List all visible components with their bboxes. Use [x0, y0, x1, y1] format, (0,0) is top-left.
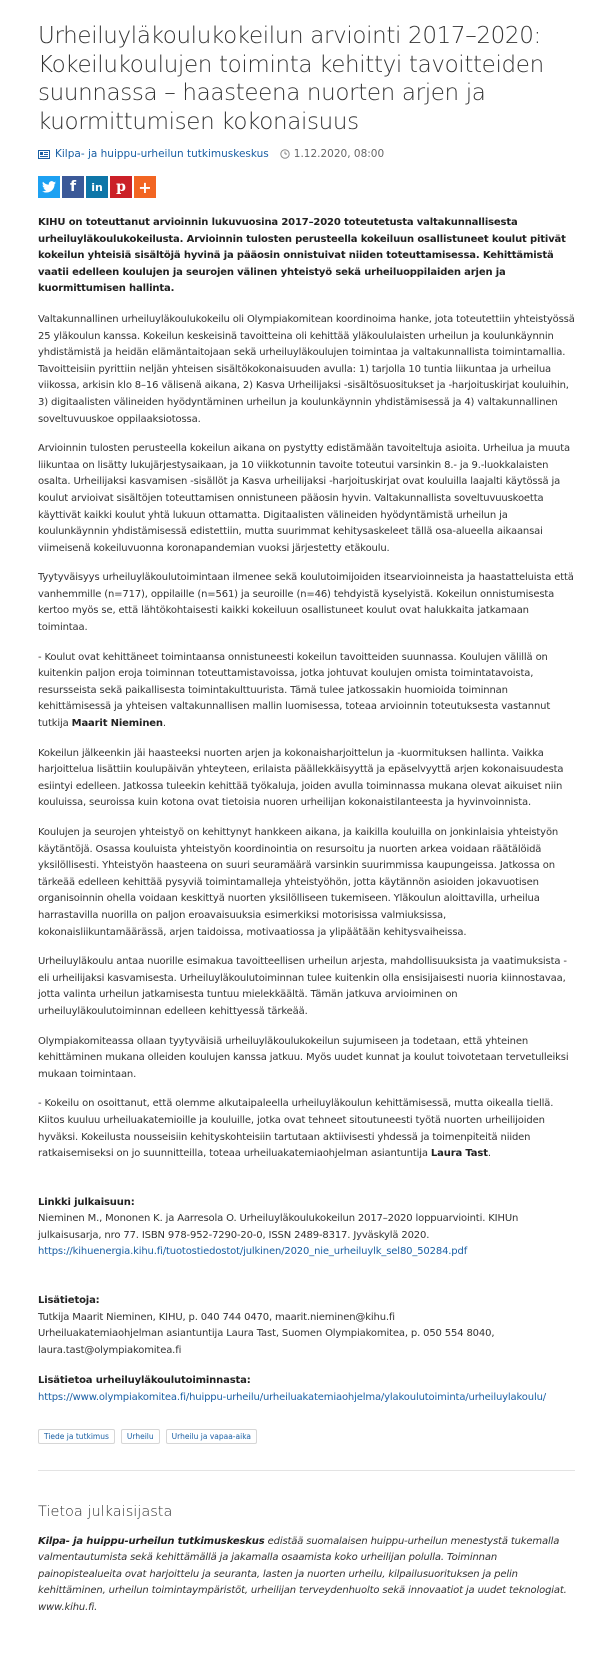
- quote-author: Maarit Nieminen: [71, 718, 163, 730]
- pinterest-icon: p: [116, 179, 126, 195]
- more-info-paragraph: [38, 1373, 575, 1406]
- publication-link[interactable]: https://kihuenergia.kihu.fi/tuotostiedostot/julkinen/2020_nie_urheiluylk_sel80_50284.pdf: [38, 1246, 468, 1258]
- body-paragraph-5: Kokeilun jälkeenkin jäi haasteeksi nuorten arjen ja kokonaisharjoittelun ja -kuormituksen hallinta. Vaikka harjoittelua lisättiin koulupäivän yhteyteen, erilaista päällekkäisyyttä ja epäselvyyttä arjen kokonaisuudesta esiintyi edelleen. Jatkossa tuleekin kehittää työkaluja, joiden avulla toiminnassa mukana olevat aikuiset niin kouluissa, seuroissa kuin kotona ovat tietoisia nuoren urheilijan kokonaistilanteesta ja hyvinvoinnista.: [38, 747, 564, 809]
- contact-line-1: Tutkija Maarit Nieminen, KIHU, p. 040 744 0470, maarit.nieminen@kihu.fi: [38, 1311, 395, 1323]
- linkedin-share-button[interactable]: [86, 176, 108, 198]
- publisher-link[interactable]: [38, 148, 269, 160]
- more-info-section: [38, 1373, 575, 1406]
- newspaper-icon: [38, 150, 50, 159]
- article-lead: KIHU on toteuttanut arvioinnin lukuvuosina 2017–2020 toteutetusta valtakunnallisesta urheiluyläkoulukokeilusta. Arvioinnin tulosten perusteella kokeiluun osallistuneet koulut pitivät kokeilun yhteisiä sisältöjä hyvinä ja pääosin onnistuivat niiden toteuttamisessa. Kehittämistä vaatii edelleen koulujen ja seurojen välinen yhteistyö sekä urheiluoppilaiden arjen ja kuormittumisen hallinta.: [38, 217, 566, 295]
- body-paragraph-1: Valtakunnallinen urheiluyläkoulukokeilu oli Olympiakomitean koordinoima hanke, jota toteutettiin yhteistyössä 25 yläkoulun kanssa. Kokeilun keskeisinä tavoitteina oli kehittää yläkoululaisten urheilun ja koulunkäynnin yhdistämistä ja heidän elämäntaitojaan sekä urheiluyläkoulujen toimintaa ja valtakunnallista toimintamallia. Tavoitteisiin pyrittiin neljän yhteisen sisältökokonaisuuden avulla: 1) tarjolla 10 tuntia liikuntaa ja urheilua viikossa, arkisin klo 8–16 välisenä aikana, 2) Kasva Urheilijaksi -sisältösuositukset ja -harjoituskirjat kouluihin, 3) digitaalisten välineiden hyödyntäminen urheilun ja koulunkäynnin yhdistämisessä ja 4) valtakunnallinen soveltuvuuskoe oppilaaksiotossa.: [38, 313, 575, 425]
- body-paragraph-9: [38, 1096, 575, 1162]
- contact-paragraph: [38, 1293, 575, 1359]
- about-org-name: Kilpa- ja huippu-urheilun tutkimuskeskus: [38, 1535, 265, 1547]
- publication-section: [38, 1195, 575, 1261]
- tag-list: [38, 1429, 575, 1444]
- more-info-link[interactable]: https://www.olympiakomitea.fi/huippu-urheilu/urheiluakatemiaohjelma/ylakoulutoiminta/urheiluylakoulu/: [38, 1392, 546, 1404]
- publish-date-text: 1.12.2020, 08:00: [293, 148, 385, 160]
- contact-label: Lisätietoja:: [38, 1295, 100, 1307]
- more-info-label: Lisätietoa urheiluyläkoulutoiminnasta:: [38, 1375, 251, 1387]
- body-paragraph-8: Olympiakomiteassa ollaan tyytyväisiä urheiluyläkoulukokeilun sujumiseen ja todetaan, että yhteinen kehittäminen mukana olleiden koulujen kanssa jatkuu. Myös uudet kunnat ja koulut toivotetaan tervetulleiksi mukaan toimintaan.: [38, 1035, 569, 1080]
- tag-tiede-ja-tutkimus[interactable]: Tiede ja tutkimus: [38, 1429, 115, 1444]
- body-paragraph-2: Arvioinnin tulosten perusteella kokeilun aikana on pystytty edistämään tavoiteltuja asioita. Urheilua ja muuta liikuntaa on lisätty lukujärjestysaikaan, ja 10 viikkotunnin tavoite toteutui varsinkin 8.- ja 9.-luokkalaisten osalta. Urheilijaksi kasvamisen -sisällöt ja Kasva urheilijaksi -harjoituskirjat ovat kouluilla laajalti käytössä ja koulut arvioivat sisältöjen toteuttamisen onnistuneen pääosin hyvin. Valtakunnallista soveltuvuuskoetta käyttivät kaikki koulut yhtä lukuun ottamatta. Digitaalisten välineiden hyödyntämistä urheilun ja koulunkäynnin yhdistämisessä edistettiin, mutta suurimmat kehitysaskeleet tällä osa-alueella aikaansai viimeisenä kokeiluvuonna koronapandemian vuoksi järjestetty etäkoulu.: [38, 443, 570, 554]
- facebook-icon: f: [69, 179, 77, 195]
- pinterest-share-button[interactable]: [110, 176, 132, 198]
- twitter-icon: [42, 181, 56, 193]
- clock-icon: [280, 149, 290, 159]
- about-heading: Tietoa julkaisijasta: [38, 1503, 173, 1520]
- quote-author: Laura Tast: [430, 1148, 488, 1160]
- publisher-name: Kilpa- ja huippu-urheilun tutkimuskeskus: [55, 148, 269, 160]
- quote-end: .: [162, 718, 166, 730]
- publish-date: [280, 148, 384, 160]
- share-bar: [38, 176, 575, 198]
- section-divider: [38, 1470, 575, 1471]
- page-title: Urheiluyläkoulukokeilun arviointi 2017–2020: Kokeilukoulujen toiminta kehittyi tavoitteiden suunnassa – haasteena nuorten arjen ja kuormittumisen kokonaisuus: [38, 23, 544, 135]
- quote-end: .: [487, 1148, 491, 1160]
- tag-urheilu[interactable]: Urheilu: [121, 1429, 160, 1444]
- publication-paragraph: [38, 1195, 575, 1261]
- publication-citation: Nieminen M., Mononen K. ja Aarresola O. Urheiluyläkoulukokeilun 2017–2020 loppuarviointi. KIHUn julkaisusarja, nro 77. ISBN 978-952-7290-20-0, ISSN 2489-8317. Jyväskylä 2020.: [38, 1213, 519, 1241]
- body-paragraph-3: Tyytyväisyys urheiluyläkoulutoimintaan ilmenee sekä koulutoimijoiden itsearvioinneista ja haastatteluista että vanhemmille (n=717), oppilaille (n=561) ja seuroille (n=46) tehdyistä kyselyistä. Kokeilun onnistumisesta kertoo myös se, että lähtökohtaisesti kaikki kokeiluun osallistuneet koulut ovat halukkaita jatkamaan toimintaa.: [38, 572, 574, 634]
- contact-line-2: Urheiluakatemiaohjelman asiantuntija Laura Tast, Suomen Olympiakomitea, p. 050 554 8040, laura.tast@olympiakomitea.fi: [38, 1328, 495, 1356]
- linkedin-icon: in: [91, 180, 103, 194]
- quote-text: - Koulut ovat kehittäneet toimintaansa onnistuneesti kokeilun tavoitteiden suunnassa. Koulujen välillä on kuitenkin paljon eroja toiminnan toteuttamistavoissa, jotka johtuvat koulujen omista toimintatavoista, resursseista sekä paikallisesta toimintakulttuurista. Tämä tulee jatkossakin huomioida toiminnan kehittämisessä ja yhteisen valtakunnallisen mallin luomisessa, toteaa arvioinnin toteutuksesta vastannut tutkija: [38, 651, 551, 730]
- body-paragraph-4: [38, 650, 575, 733]
- facebook-share-button[interactable]: [62, 176, 84, 198]
- publication-label: Linkki julkaisuun:: [38, 1196, 135, 1208]
- tag-urheilu-ja-vapaa-aika[interactable]: Urheilu ja vapaa-aika: [166, 1429, 257, 1444]
- more-share-button[interactable]: [134, 176, 156, 198]
- about-text: [38, 1534, 575, 1617]
- twitter-share-button[interactable]: [38, 176, 60, 198]
- contact-section: [38, 1293, 575, 1359]
- about-description: edistää suomalaisen huippu-urheilun menestystä tukemalla valmentautumista sekä kehittämällä ja jakamalla osaamista koko urheilijan polulla. Toiminnan painopistealueita ovat harjoittelu ja seuranta, lasten ja nuorten urheilu, kilpailusuorituksen ja pelin kehittäminen, urheilun toimintaympäristöt, urheilijan terveydenhuolto sekä innovaatiot ja uudet teknologiat. www.kihu.fi.: [38, 1535, 567, 1613]
- plus-icon: +: [138, 177, 152, 197]
- body-paragraph-7: Urheiluyläkoulu antaa nuorille esimakua tavoitteellisen urheilun arjesta, mahdollisuuksista ja vaatimuksista - eli urheilijaksi kasvamisesta. Urheiluyläkoulutoiminnan tulee kuitenkin olla ensisijaisesti nuoria kiinnostavaa, jotta valinta urheilun jatkamisesta tuntuu mielekkäältä. Tämän jatkuva arvioiminen on urheiluyläkoulutoiminnan edelleen kehittyessä tärkeää.: [38, 956, 567, 1017]
- body-paragraph-6: Koulujen ja seurojen yhteistyö on kehittynyt hankkeen aikana, ja kaikilla kouluilla on jonkinlaisia yhteistyön käytäntöjä. Osassa kouluista yhteistyön koordinointia on resursoitu ja nuorten arkea voidaan räätälöidä yksilöllisesti. Yhteistyön haasteena on suuri seuramäärä varsinkin suurimmissa kaupungeissa. Jatkossa on tärkeää edelleen kehittää pysyviä toimintamalleja yhteistyöhön, jotta käytännön asioiden jokavuotisen organisoinnin ohella voidaan keskittyä nuorten yksilölliseen tukemiseen. Yläkoulun aloittavilla, urheilua harrastavilla nuorilla on paljon eroavaisuuksia esimerkiksi motorisissa valmiuksissa, kokonaisliikuntamäärässä, arjen taidoissa, motivaatiossa ja ylipäätään kehitysvaiheissa.: [38, 827, 559, 938]
- quote-text: - Kokeilu on osoittanut, että olemme alkutaipaleella urheiluyläkoulun kehittämisessä, mutta oikealla tiellä. Kiitos kuuluu urheiluakatemioille ja kouluille, jotka ovat tehneet sitoutuneesti työtä nuorten urheilijoiden hyväksi. Kokeilusta nousseisiin kehityskohteisiin tartutaan aktiivisesti yhdessä ja toimenpiteitä niiden ratkaisemiseksi on jo suunnitteilla, toteaa urheiluakatemiaohjelman asiantuntija: [38, 1098, 554, 1160]
- article-meta: [38, 148, 575, 160]
